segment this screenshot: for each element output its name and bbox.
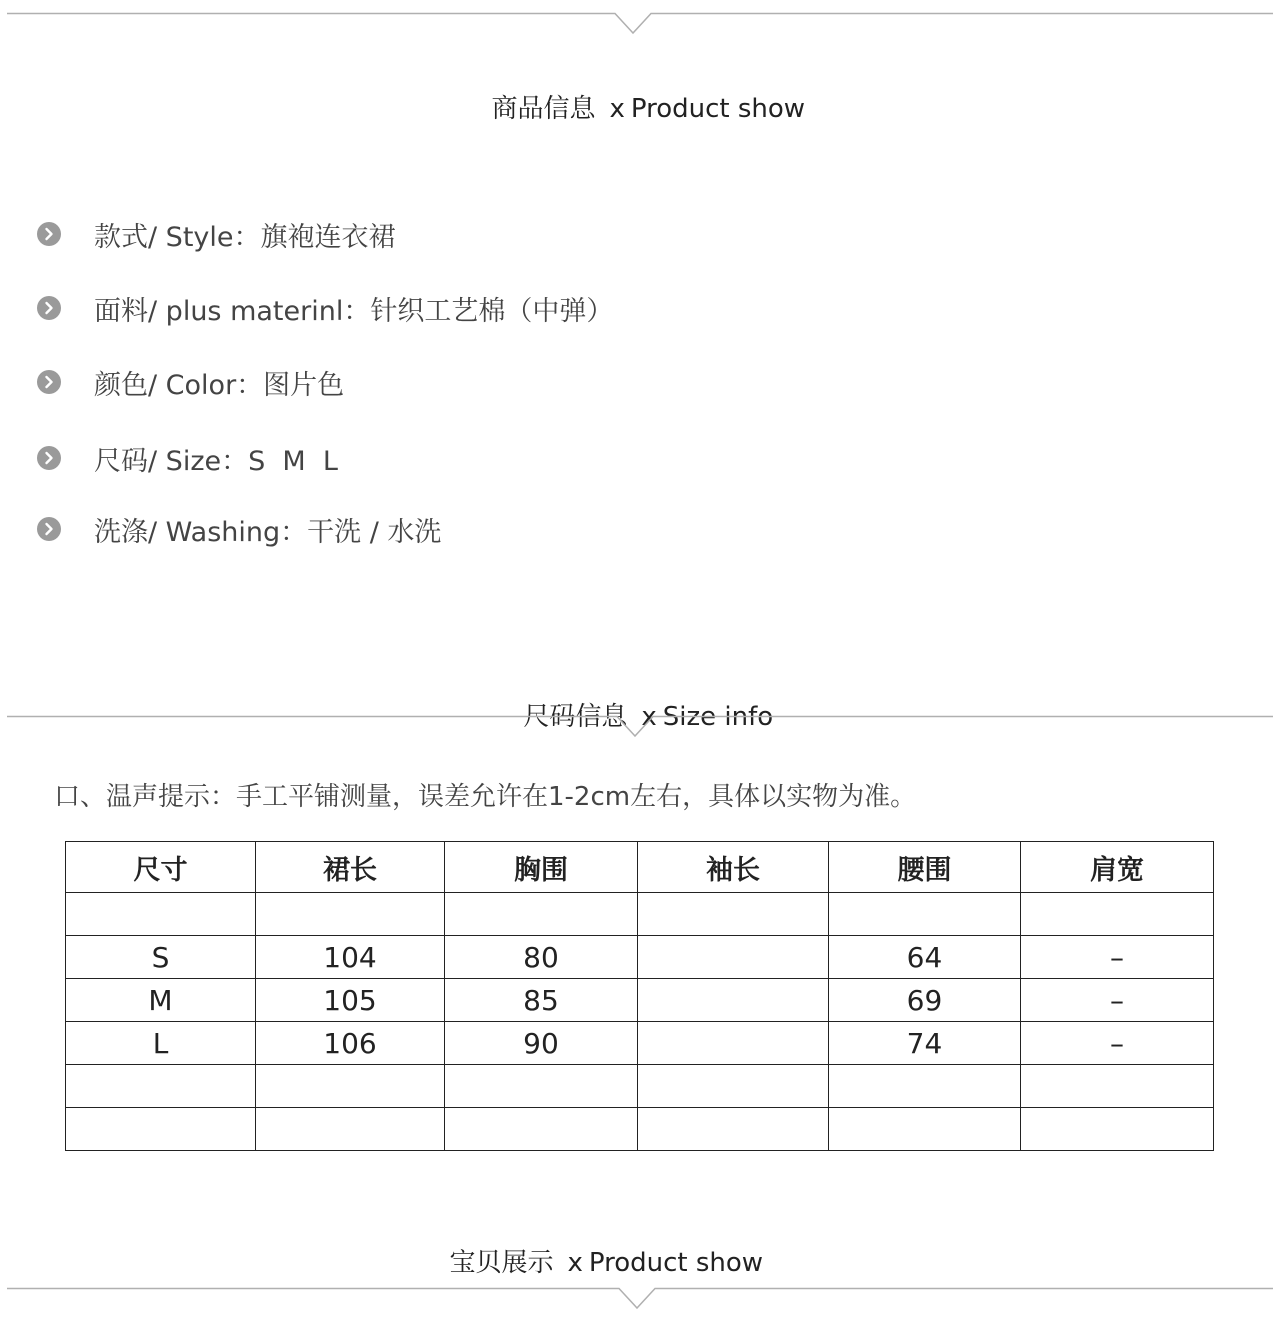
table-row [66,979,1214,1022]
bottom-divider [7,1287,1273,1311]
product-info-title-x: x [609,94,625,124]
gallery-title [0,1212,1238,1279]
spec-sep: ： [221,445,249,477]
spec-text [94,439,338,478]
table-cell: S [66,936,256,979]
gallery-title-en: Product show [588,1248,764,1278]
spec-label: 洗涤/ Washing [94,516,281,548]
gallery-title-cn: 宝贝展示 [449,1248,554,1278]
table-cell: 106 [256,1022,445,1065]
spec-style [36,216,396,252]
table-cell [66,1065,256,1108]
size-info-title-x: x [641,702,657,732]
chevron-right-circle-icon [36,369,62,395]
product-info-title-cn: 商品信息 [491,94,596,124]
table-cell [1021,1065,1214,1108]
table-cell: – [1021,979,1214,1022]
table-row [66,1065,1214,1108]
spec-label: 款式/ Style [94,221,234,253]
table-cell [256,893,445,936]
header-sleeve: 袖长 [638,842,829,893]
table-cell [638,893,829,936]
table-row [66,1022,1214,1065]
spec-value: 旗袍连衣裙 [260,221,396,253]
table-cell [638,1065,829,1108]
gallery-title-x: x [567,1248,583,1278]
table-cell [445,893,638,936]
size-table [65,841,1214,1151]
table-cell: 90 [445,1022,638,1065]
spec-label: 颜色/ Color [94,369,237,401]
spec-sep: ： [236,369,264,401]
header-shoulder: 肩宽 [1021,842,1214,893]
spec-text [94,510,441,549]
table-cell [256,1108,445,1151]
table-cell: 85 [445,979,638,1022]
spec-value: 图片色 [263,369,345,401]
table-cell [829,1065,1021,1108]
spec-material [36,290,613,326]
table-cell [1021,893,1214,936]
spec-sep: ： [343,295,371,327]
table-cell [638,979,829,1022]
table-row [66,936,1214,979]
top-divider [7,12,1273,36]
product-info-title [0,58,1280,125]
chevron-right-circle-icon [36,221,62,247]
table-cell: – [1021,1022,1214,1065]
table-cell [256,1065,445,1108]
size-divider [7,715,1273,739]
spec-washing [36,511,441,547]
table-cell: 105 [256,979,445,1022]
chevron-right-circle-icon [36,445,62,471]
spec-label: 面料/ plus materinl [94,295,344,327]
header-length: 裙长 [256,842,445,893]
chevron-right-circle-icon [36,295,62,321]
spec-value: S M L [248,445,338,477]
table-cell [66,893,256,936]
measurement-notice: 口、温声提示：手工平铺测量，误差允许在1-2cm左右，具体以实物为准。 [54,782,917,812]
spec-sep: ： [280,516,308,548]
spec-size [36,440,338,476]
table-cell: 104 [256,936,445,979]
table-cell [445,1108,638,1151]
spec-text [94,215,396,254]
header-bust: 胸围 [445,842,638,893]
size-info-title-en: Size info [662,702,774,732]
table-cell [638,1022,829,1065]
table-cell [66,1108,256,1151]
spec-value: 针织工艺棉（中弹） [370,295,614,327]
size-info-title-cn: 尺码信息 [523,702,628,732]
header-waist: 腰围 [829,842,1021,893]
header-size: 尺寸 [66,842,256,893]
spec-text [94,289,613,328]
table-cell: 64 [829,936,1021,979]
table-cell: – [1021,936,1214,979]
spec-color [36,364,344,400]
table-cell [1021,1108,1214,1151]
table-row [66,893,1214,936]
table-cell [829,893,1021,936]
table-cell: 69 [829,979,1021,1022]
table-cell [829,1108,1021,1151]
chevron-right-circle-icon [36,516,62,542]
table-cell: M [66,979,256,1022]
spec-sep: ： [233,221,261,253]
table-cell: L [66,1022,256,1065]
spec-text [94,363,344,402]
table-header-row [66,842,1214,893]
table-cell: 80 [445,936,638,979]
spec-label: 尺码/ Size [94,445,222,477]
table-cell [638,936,829,979]
spec-value: 干洗 / 水洗 [307,516,442,548]
table-row [66,1108,1214,1151]
table-cell [445,1065,638,1108]
table-cell: 74 [829,1022,1021,1065]
product-info-title-en: Product show [630,94,806,124]
table-cell [638,1108,829,1151]
